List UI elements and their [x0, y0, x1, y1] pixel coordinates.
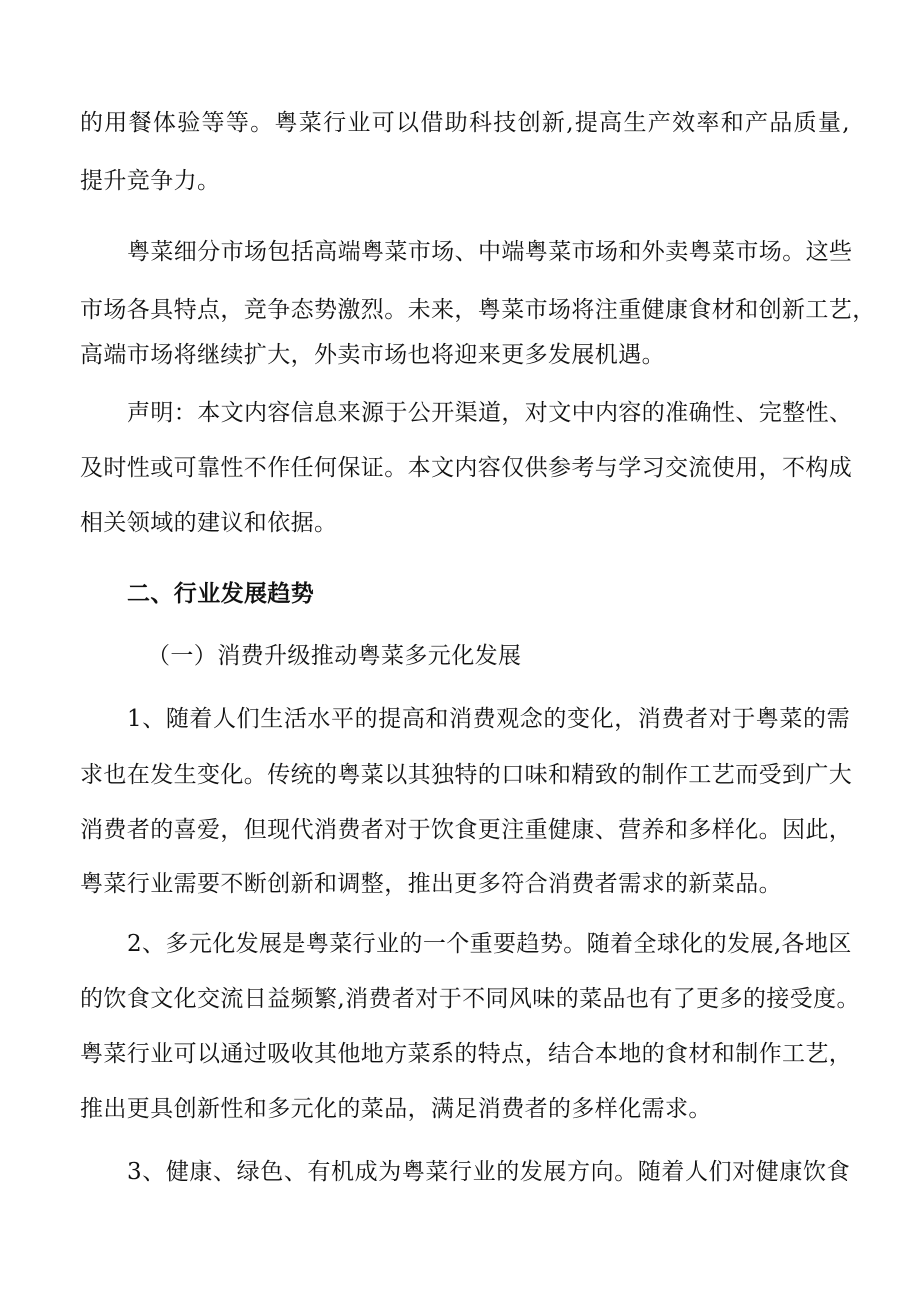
section-heading: 二、行业发展趋势: [127, 580, 315, 607]
subsection-heading: （一）消费升级推动粤菜多元化发展: [147, 643, 522, 669]
paragraph-line: 求也在发生变化。传统的粤菜以其独特的口味和精致的制作工艺而受到广大: [80, 762, 853, 788]
paragraph-line: 3、健康、绿色、有机成为粤菜行业的发展方向。随着人们对健康饮食: [127, 1159, 850, 1185]
paragraph-line: 提升竞争力。: [80, 168, 221, 194]
paragraph-line: 的饮食文化交流日益频繁,消费者对于不同风味的菜品也有了更多的接受度。: [80, 986, 860, 1012]
disclaimer-line: 相关领域的建议和依据。: [80, 510, 338, 536]
paragraph-line: 粤菜行业需要不断创新和调整，推出更多符合消费者需求的新菜品。: [80, 871, 782, 897]
disclaimer-line: 声明：本文内容信息来源于公开渠道，对文中内容的准确性、完整性、: [127, 400, 853, 426]
paragraph-line: 消费者的喜爱，但现代消费者对于饮食更注重健康、营养和多样化。因此，: [80, 817, 853, 843]
paragraph-line: 1、随着人们生活水平的提高和消费观念的变化，消费者对于粤菜的需: [127, 706, 850, 732]
paragraph-line: 的用餐体验等等。粤菜行业可以借助科技创新,提高生产效率和产品质量,: [80, 110, 850, 136]
disclaimer-line: 及时性或可靠性不作任何保证。本文内容仅供参考与学习交流使用，不构成: [80, 455, 853, 481]
paragraph-line: 高端市场将继续扩大，外卖市场也将迎来更多发展机遇。: [80, 342, 665, 368]
paragraph-line: 市场各具特点，竞争态势激烈。未来，粤菜市场将注重健康食材和创新工艺，: [80, 297, 876, 323]
paragraph-line: 推出更具创新性和多元化的菜品，满足消费者的多样化需求。: [80, 1096, 712, 1122]
paragraph-line: 2、多元化发展是粤菜行业的一个重要趋势。随着全球化的发展,各地区: [127, 931, 852, 957]
paragraph-line: 粤菜行业可以通过吸收其他地方菜系的特点，结合本地的食材和制作工艺，: [80, 1041, 853, 1067]
paragraph-line: 粤菜细分市场包括高端粤菜市场、中端粤菜市场和外卖粤菜市场。这些: [127, 239, 853, 265]
